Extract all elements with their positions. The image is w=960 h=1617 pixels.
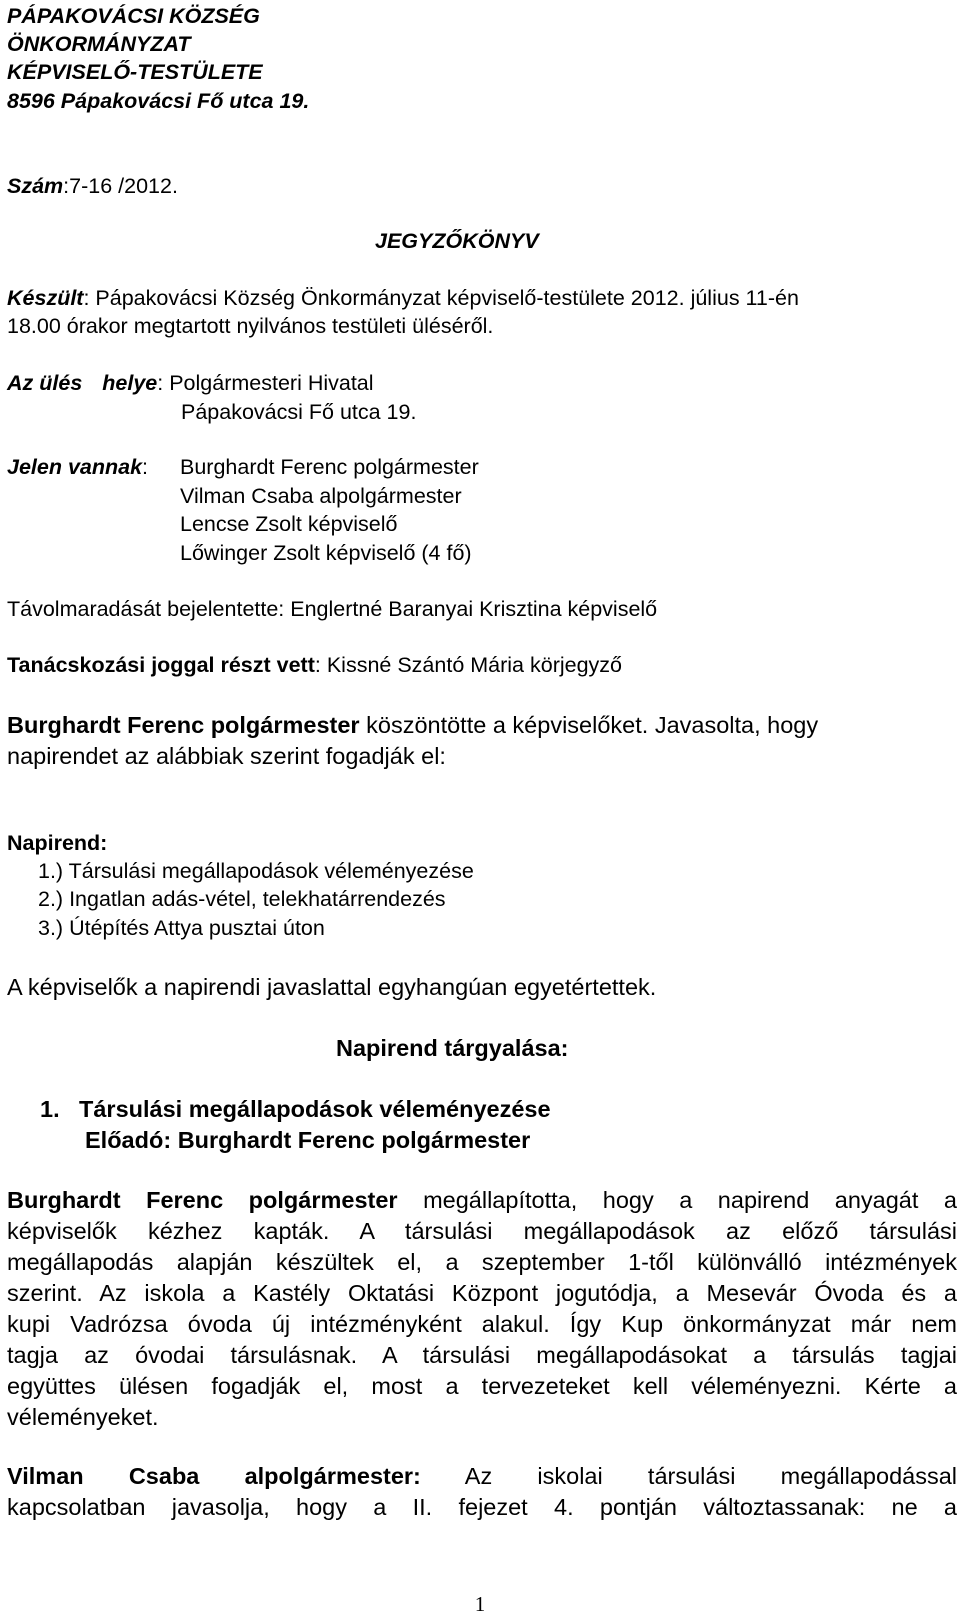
item1-presenter: Előadó: Burghardt Ferenc polgármester xyxy=(85,1127,531,1153)
agenda-heading: Napirend: xyxy=(7,831,108,855)
present-label: Jelen vannak xyxy=(7,455,143,479)
item1-number: 1. xyxy=(40,1096,60,1122)
para1-line-2: képviselők kézhez kapták. A társulási megállapodások az előző társulási xyxy=(7,1218,957,1244)
agenda-accepted: A képviselők a napirendi javaslattal egyhangúan egyetértettek. xyxy=(7,974,657,1000)
header-line-1: PÁPAKOVÁCSI KÖZSÉG xyxy=(7,4,260,28)
document-number xyxy=(7,172,178,200)
para1-line-5: kupi Vadrózsa óvoda új intézményként alakul. Így Kup önkormányzat már nem xyxy=(7,1311,957,1337)
advisory-line xyxy=(7,651,622,679)
present-line-1 xyxy=(7,453,148,481)
present-name-2: Vilman Csaba alpolgármester xyxy=(180,484,462,508)
header-line-2: ÖNKORMÁNYZAT xyxy=(7,32,191,56)
para1-text-1: megállapította, hogy a napirend anyagát a xyxy=(397,1187,957,1213)
agenda-item-2: 2.) Ingatlan adás-vétel, telekhatárrendezés xyxy=(38,887,446,911)
para2-text-1: Az iskolai társulási megállapodással xyxy=(420,1463,958,1489)
page-number: 1 xyxy=(474,1592,486,1616)
discussion-heading: Napirend tárgyalása: xyxy=(336,1035,569,1061)
document-title: JEGYZŐKÖNYV xyxy=(375,229,539,253)
venue-label-1: Az ülés xyxy=(7,371,83,395)
advisory-label: Tanácskozási joggal részt vett xyxy=(7,653,315,677)
agenda-item-3: 3.) Útépítés Attya pusztai úton xyxy=(38,916,325,940)
present-colon: : xyxy=(142,455,149,479)
greeting-line-1 xyxy=(7,710,818,740)
greeting-text-1: köszöntötte a képviselőket. Javasolta, hogy xyxy=(359,712,819,738)
para1-line-4: szerint. Az iskola a Kastély Oktatási Központ jogutódja, a Mesevár Óvoda és a xyxy=(7,1280,957,1306)
item1-title: Társulási megállapodások véleményezése xyxy=(79,1096,551,1122)
greeting-bold: Burghardt Ferenc polgármester xyxy=(7,712,360,738)
header-address: 8596 Pápakovácsi Fő utca 19. xyxy=(7,89,310,113)
para1-line-6: tagja az óvodai társulásnak. A társulási megállapodásokat a társulás tagjai xyxy=(7,1342,957,1368)
present-name-1: Burghardt Ferenc polgármester xyxy=(180,455,479,479)
present-name-4: Lőwinger Zsolt képviselő (4 fő) xyxy=(180,541,472,565)
made-line-1 xyxy=(7,284,799,312)
para1-bold: Burghardt Ferenc polgármester xyxy=(7,1187,398,1213)
header-line-3: KÉPVISELŐ-TESTÜLETE xyxy=(7,60,263,84)
para2-line-2: kapcsolatban javasolja, hogy a II. fejezet 4. pontján változtassanak: ne a xyxy=(7,1494,957,1520)
para1-line-8: véleményeket. xyxy=(7,1404,159,1430)
para1-line-7: együttes ülésen fogadják el, most a tervezeteket kell véleményezni. Kérte a xyxy=(7,1373,957,1399)
para1-line-3: megállapodás alapján készültek el, a szeptember 1-től különválló intézmények xyxy=(7,1249,957,1275)
greeting-line-2: napirendet az alábbiak szerint fogadják el: xyxy=(7,743,446,769)
venue-line-2: Pápakovácsi Fő utca 19. xyxy=(181,400,417,424)
present-name-3: Lencse Zsolt képviselő xyxy=(180,512,398,536)
venue-line-1 xyxy=(7,369,374,397)
venue-label-2: helye xyxy=(102,371,158,395)
made-label: Készült xyxy=(7,286,84,310)
number-label: Szám xyxy=(7,174,64,198)
para2-bold: Vilman Csaba alpolgármester: xyxy=(7,1463,421,1489)
absence-line: Távolmaradását bejelentette: Englertné Baranyai Krisztina képviselő xyxy=(7,597,658,621)
agenda-item-1: 1.) Társulási megállapodások véleményezése xyxy=(38,859,474,883)
made-text-1: : Pápakovácsi Község Önkormányzat képviselő-testülete 2012. július 11-én xyxy=(83,286,799,310)
para2-line-1 xyxy=(7,1461,957,1492)
advisory-text: : Kissné Szántó Mária körjegyző xyxy=(314,653,623,677)
para1-line-1 xyxy=(7,1185,957,1216)
venue-text-1: : Polgármesteri Hivatal xyxy=(157,371,374,395)
made-line-2: 18.00 órakor megtartott nyilvános testületi üléséről. xyxy=(7,314,494,338)
number-value: :7-16 /2012. xyxy=(63,174,178,198)
